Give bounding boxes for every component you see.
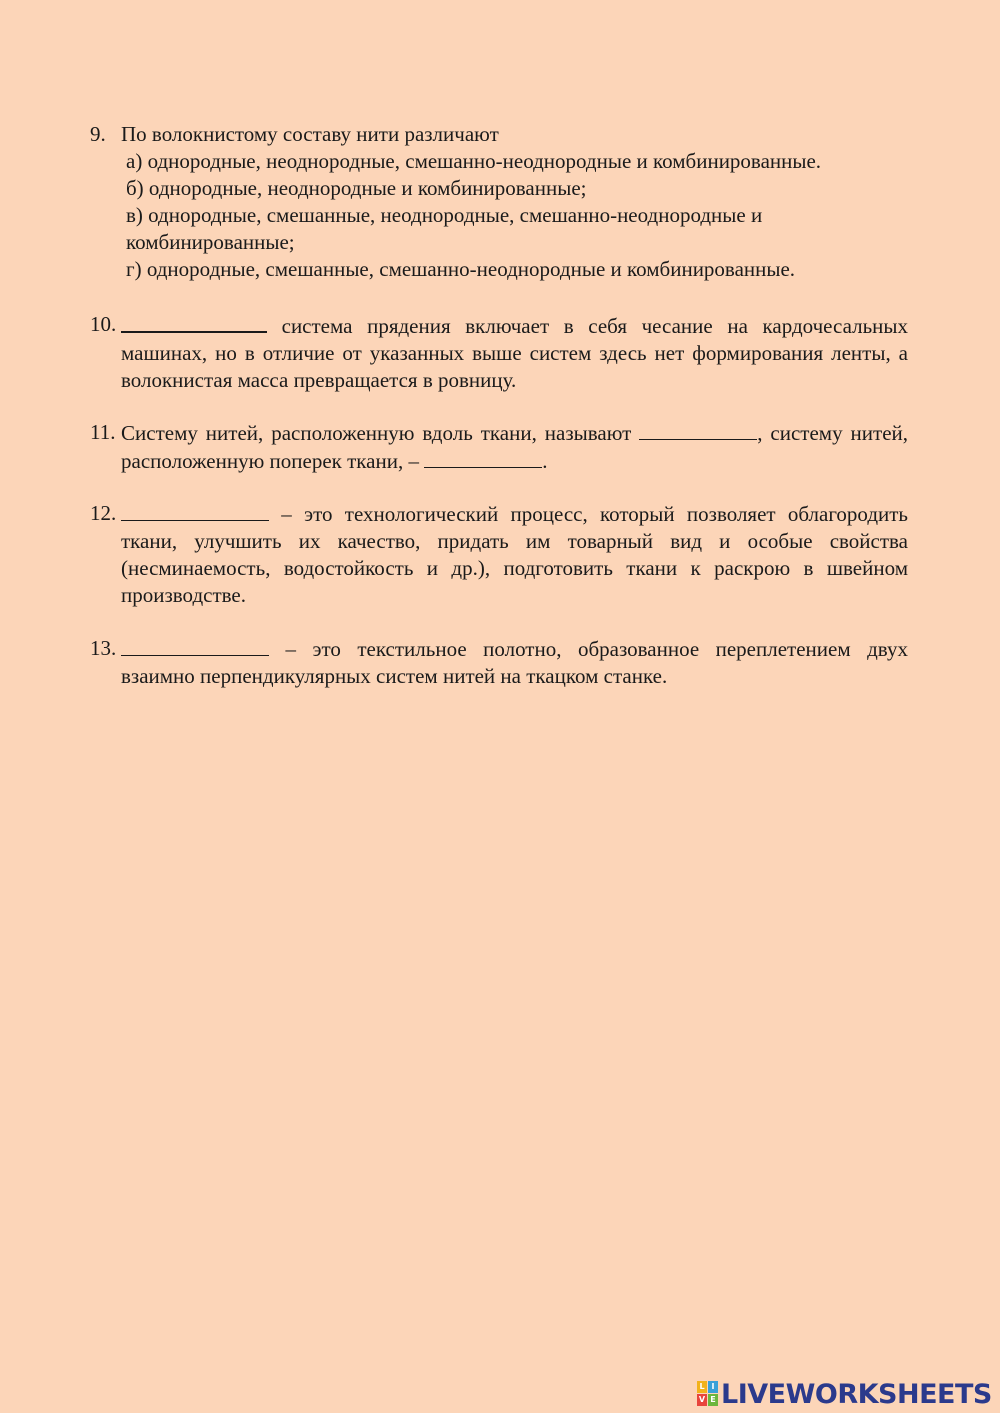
question-text: система прядения включает в себя чесание на кардочесальных машинах, но в отличие от указанных выше систем здесь нет формирования ленты, а волокнистая масса превращается в ровницу. — [121, 314, 908, 392]
option-d[interactable]: г) однородные, смешанные, смешанно-неоднородные и комбинированные. — [126, 257, 796, 281]
question-text: – это текстильное полотно, образованное переплетением двух взаимно перпендикулярных систем нитей на ткацком станке. — [121, 637, 908, 688]
answer-blank[interactable] — [121, 635, 269, 656]
question-text-part-1: Систему нитей, расположенную вдоль ткани, называют — [121, 421, 632, 445]
question-10 — [90, 311, 908, 394]
answer-blank[interactable] — [121, 500, 269, 521]
logo-icon-letter: E — [708, 1394, 718, 1406]
question-text-part-2: , систему нитей, расположенную поперек ткани, – — [121, 421, 908, 473]
logo-icon-letter: V — [698, 1395, 706, 1404]
logo-text: LIVEWORKSHEETS — [721, 1378, 992, 1410]
question-9 — [90, 121, 908, 283]
question-number: 11. — [90, 420, 116, 444]
answer-options — [126, 148, 908, 283]
logo-icon-letter: L — [697, 1381, 707, 1393]
option-c-continued[interactable]: комбинированные; — [126, 230, 295, 254]
liveworksheets-logo — [697, 1378, 992, 1410]
option-b[interactable]: б) однородные, неоднородные и комбинированные; — [126, 176, 587, 200]
question-number: 9. — [90, 122, 106, 146]
answer-blank[interactable] — [121, 311, 267, 333]
question-number: 13. — [90, 636, 117, 660]
question-text-part-3: . — [542, 449, 548, 473]
question-number: 10. — [90, 312, 117, 336]
option-a[interactable]: а) однородные, неоднородные, смешанно-неоднородные и комбинированные. — [126, 149, 822, 173]
question-text: – это технологический процесс, который позволяет облагородить ткани, улучшить их качество, придать им товарный вид и особые свойства (несминаемость, водостойкость и др.), подготовить ткани к раскрою в швейном производстве. — [121, 502, 908, 607]
question-11 — [90, 419, 908, 475]
logo-icon-letter: I — [708, 1381, 718, 1393]
option-c[interactable]: в) однородные, смешанные, неоднородные, смешанно-неоднородные и — [126, 203, 763, 227]
answer-blank-1[interactable] — [639, 419, 757, 440]
question-number: 12. — [90, 501, 117, 525]
question-12 — [90, 500, 908, 609]
question-text: По волокнистому составу нити различают — [121, 122, 499, 146]
answer-blank-2[interactable] — [424, 447, 542, 468]
liveworksheets-logo-icon — [697, 1381, 719, 1407]
question-13 — [90, 635, 908, 690]
